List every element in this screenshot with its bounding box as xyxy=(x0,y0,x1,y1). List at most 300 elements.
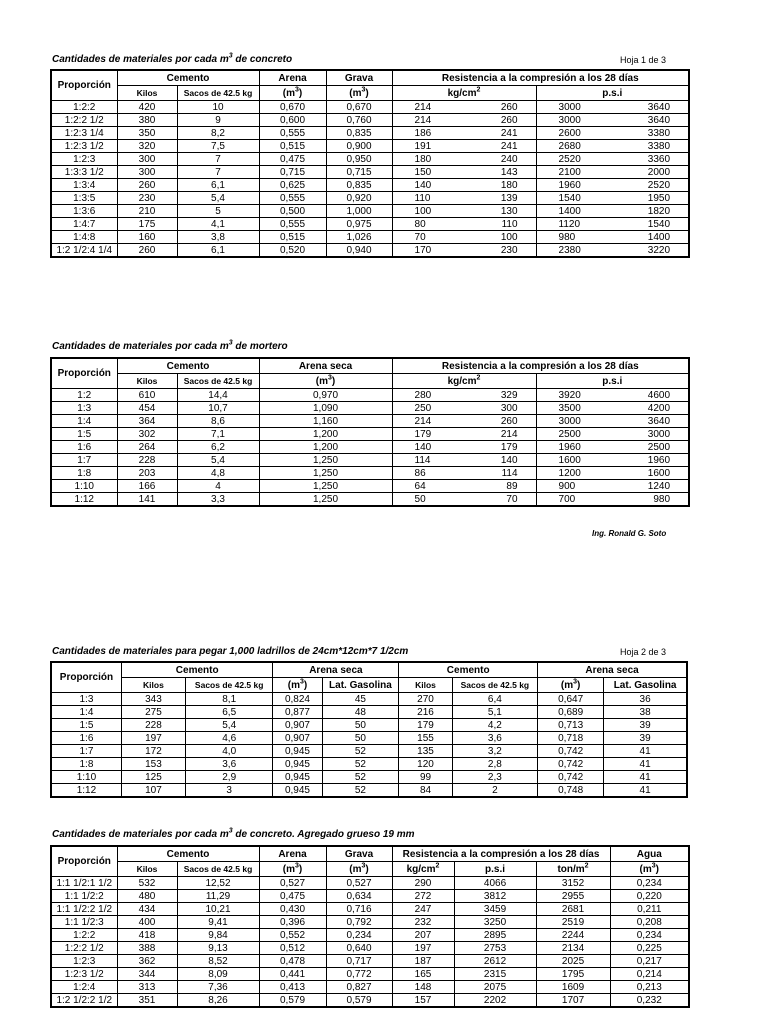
table-cell: 1960 xyxy=(536,179,608,192)
table-cell: 107 xyxy=(121,784,185,798)
table-cell: 230 xyxy=(117,192,177,205)
header-tonm2: ton/$m^2$ xyxy=(536,862,610,877)
table-cell: 0,713 xyxy=(538,719,604,732)
table-cell: 1400 xyxy=(536,205,608,218)
table-cell: 0,527 xyxy=(326,877,392,890)
table-cell: 0,214 xyxy=(610,968,689,981)
cell-proporcion: 1:3:6 xyxy=(51,205,117,218)
cell-proporcion: 1:2 xyxy=(51,389,117,402)
table-cell: 0,634 xyxy=(326,890,392,903)
table-cell: 155 xyxy=(399,732,452,745)
table-cell: 0,772 xyxy=(326,968,392,981)
table-cell: 0,945 xyxy=(273,784,322,798)
table-cell: 0,211 xyxy=(610,903,689,916)
header-cemento-2: Cemento xyxy=(399,662,538,678)
table-cell: 1,250 xyxy=(259,480,392,493)
table-cell: 36 xyxy=(604,693,687,706)
table-cell: 980 xyxy=(536,231,608,244)
table-cell: 270 xyxy=(399,693,452,706)
concrete-19mm-section xyxy=(50,829,688,1024)
table-cell: 2681 xyxy=(536,903,610,916)
table-cell: 302 xyxy=(117,428,177,441)
table-cell: 1,026 xyxy=(326,231,392,244)
table-cell: 41 xyxy=(604,745,687,758)
table-cell: 1,090 xyxy=(259,402,392,415)
header-kilos-2: Kilos xyxy=(399,678,452,693)
table-cell: 0,792 xyxy=(326,916,392,929)
table-cell: 1240 xyxy=(608,480,689,493)
header-arena-unit: $(m^3)$ xyxy=(259,374,392,389)
cell-proporcion: 1:3 xyxy=(51,693,121,706)
table-cell: 165 xyxy=(392,968,454,981)
table-cell: 50 xyxy=(322,719,399,732)
header-m3: $(m^3)$ xyxy=(273,678,322,693)
table-cell: 362 xyxy=(117,955,177,968)
table-cell: 241 xyxy=(464,127,536,140)
table-cell: 3640 xyxy=(608,114,689,127)
table-cell: 0,742 xyxy=(538,771,604,784)
table-cell: 351 xyxy=(117,994,177,1008)
table-cell: 7,5 xyxy=(177,140,259,153)
table-cell: 2,9 xyxy=(185,771,273,784)
table-cell: 0,975 xyxy=(326,218,392,231)
table-cell: 11,29 xyxy=(177,890,259,903)
cell-proporcion: 1:2:2 xyxy=(51,929,117,942)
table-cell: 5,1 xyxy=(452,706,537,719)
header-lat-gasolina: Lat. Gasolina xyxy=(322,678,399,693)
table-cell: 2753 xyxy=(454,942,536,955)
table-cell: 4600 xyxy=(608,389,689,402)
table-cell: 3,6 xyxy=(185,758,273,771)
table-cell: 6,1 xyxy=(177,244,259,258)
header-proporcion: Proporción xyxy=(51,70,117,101)
table-cell: 1120 xyxy=(536,218,608,231)
table-cell: 420 xyxy=(117,101,177,114)
table-cell: 100 xyxy=(464,231,536,244)
table-row xyxy=(51,114,689,127)
table-cell: 52 xyxy=(322,745,399,758)
table-row xyxy=(51,916,689,929)
header-kilos: Kilos xyxy=(117,86,177,101)
table-cell: 260 xyxy=(117,244,177,258)
table-cell: 300 xyxy=(117,153,177,166)
table-cell: 0,555 xyxy=(259,192,326,205)
concrete-19mm-table xyxy=(50,845,690,1008)
header-cemento: Cemento xyxy=(117,846,259,862)
table-cell: 0,877 xyxy=(273,706,322,719)
table-row xyxy=(51,428,689,441)
cell-proporcion: 1:3 xyxy=(51,402,117,415)
table-cell: 2100 xyxy=(536,166,608,179)
table-cell: 0,647 xyxy=(538,693,604,706)
cell-proporcion: 1:2:4 xyxy=(51,981,117,994)
table-cell: 0,217 xyxy=(610,955,689,968)
table-cell: 532 xyxy=(117,877,177,890)
table-cell: 300 xyxy=(464,402,536,415)
table-row xyxy=(51,244,689,258)
table-cell: 980 xyxy=(608,493,689,507)
table-cell: 180 xyxy=(464,179,536,192)
table-cell: 2520 xyxy=(608,179,689,192)
table-cell: 8,2 xyxy=(177,127,259,140)
table-cell: 39 xyxy=(604,719,687,732)
cell-proporcion: 1:4 xyxy=(51,415,117,428)
cell-proporcion: 1:3:4 xyxy=(51,179,117,192)
table-cell: 179 xyxy=(399,719,452,732)
table-cell: 8,1 xyxy=(185,693,273,706)
table-cell: 5,4 xyxy=(177,192,259,205)
table-row xyxy=(51,389,689,402)
table-row xyxy=(51,706,687,719)
table-cell: 1820 xyxy=(608,205,689,218)
header-arena: Arena xyxy=(259,70,326,86)
table-cell: 39 xyxy=(604,732,687,745)
table-cell: 186 xyxy=(392,127,464,140)
signature: Ing. Ronald G. Soto xyxy=(592,529,667,538)
table-cell: 2134 xyxy=(536,942,610,955)
table-row xyxy=(51,981,689,994)
table-row xyxy=(51,179,689,192)
table-cell: 0,742 xyxy=(538,745,604,758)
table-cell: 0,475 xyxy=(259,890,326,903)
table-cell: 1600 xyxy=(536,454,608,467)
table-cell: 4,8 xyxy=(177,467,259,480)
table-cell: 2315 xyxy=(454,968,536,981)
table-cell: 38 xyxy=(604,706,687,719)
page-number: Hoja 2 de 3 xyxy=(620,647,667,657)
table-row xyxy=(51,101,689,114)
table-cell: 0,945 xyxy=(273,771,322,784)
table-cell: 400 xyxy=(117,916,177,929)
header-proporcion: Proporción xyxy=(51,358,117,389)
table-row xyxy=(51,942,689,955)
header-sacos: Sacos de 42.5 kg xyxy=(177,86,259,101)
table-cell: 0,718 xyxy=(538,732,604,745)
table-cell: 9,84 xyxy=(177,929,259,942)
table-row xyxy=(51,968,689,981)
table-cell: 0,950 xyxy=(326,153,392,166)
table-cell: 120 xyxy=(399,758,452,771)
table-cell: 3,6 xyxy=(452,732,537,745)
cell-proporcion: 1:2:3 1/4 xyxy=(51,127,117,140)
table-cell: 214 xyxy=(392,101,464,114)
table-cell: 3459 xyxy=(454,903,536,916)
table-cell: 228 xyxy=(117,454,177,467)
table-cell: 1400 xyxy=(608,231,689,244)
table-cell: 300 xyxy=(117,166,177,179)
cell-proporcion: 1:1 1/2:2 xyxy=(51,890,117,903)
table-cell: 5,4 xyxy=(177,454,259,467)
table-cell: 0,234 xyxy=(610,929,689,942)
table-cell: 179 xyxy=(464,441,536,454)
table-cell: 1,250 xyxy=(259,467,392,480)
table-cell: 418 xyxy=(117,929,177,942)
cell-proporcion: 1:4:7 xyxy=(51,218,117,231)
table-cell: 2612 xyxy=(454,955,536,968)
table-cell: 3500 xyxy=(536,402,608,415)
table-cell: 80 xyxy=(392,218,464,231)
table-cell: 7,1 xyxy=(177,428,259,441)
brick-section xyxy=(50,646,688,816)
header-kilos: Kilos xyxy=(117,862,177,877)
cell-proporcion: 1:2:3 1/2 xyxy=(51,968,117,981)
table-cell: 140 xyxy=(392,179,464,192)
table-cell: 9,13 xyxy=(177,942,259,955)
table-cell: 1795 xyxy=(536,968,610,981)
table-cell: 4,1 xyxy=(177,218,259,231)
table-cell: 170 xyxy=(392,244,464,258)
table-row xyxy=(51,140,689,153)
table-cell: 140 xyxy=(392,441,464,454)
table-cell: 150 xyxy=(392,166,464,179)
table-cell: 0,835 xyxy=(326,127,392,140)
table-row xyxy=(51,231,689,244)
table-cell: 0,689 xyxy=(538,706,604,719)
table-cell: 0,640 xyxy=(326,942,392,955)
table-cell: 290 xyxy=(392,877,454,890)
table-cell: 1,000 xyxy=(326,205,392,218)
table-cell: 0,715 xyxy=(259,166,326,179)
table-cell: 2025 xyxy=(536,955,610,968)
table-cell: 343 xyxy=(121,693,185,706)
table-row xyxy=(51,903,689,916)
table-row xyxy=(51,719,687,732)
table-cell: 48 xyxy=(322,706,399,719)
table-cell: 141 xyxy=(117,493,177,507)
cell-proporcion: 1:5 xyxy=(51,719,121,732)
table-cell: 166 xyxy=(117,480,177,493)
table-cell: 0,234 xyxy=(610,877,689,890)
table-cell: 0,515 xyxy=(259,231,326,244)
table-cell: 179 xyxy=(392,428,464,441)
table-cell: 12,52 xyxy=(177,877,259,890)
table-cell: 1540 xyxy=(536,192,608,205)
table-cell: 197 xyxy=(121,732,185,745)
table-cell: 10,21 xyxy=(177,903,259,916)
header-resistencia: Resistencia a la compresión a los 28 días xyxy=(392,70,689,86)
header-psi: p.s.i xyxy=(536,374,689,389)
table-cell: 0,907 xyxy=(273,719,322,732)
header-arena-seca: Arena seca xyxy=(273,662,399,678)
header-agua-unit: $(m^3)$ xyxy=(610,862,689,877)
table-cell: 454 xyxy=(117,402,177,415)
cell-proporcion: 1:2 1/2:4 1/4 xyxy=(51,244,117,258)
table-cell: 3220 xyxy=(608,244,689,258)
table-cell: 0,715 xyxy=(326,166,392,179)
table-cell: 275 xyxy=(121,706,185,719)
table-cell: 610 xyxy=(117,389,177,402)
concrete-19mm-table-caption: Cantidades de materiales por cada $m^3$ de concreto. Agregado grueso 19 mm xyxy=(52,827,415,840)
table-cell: 2680 xyxy=(536,140,608,153)
header-psi: p.s.i xyxy=(454,862,536,877)
table-cell: 52 xyxy=(322,784,399,798)
table-cell: 3360 xyxy=(608,153,689,166)
header-agua: Agua xyxy=(610,846,689,862)
table-cell: 2895 xyxy=(454,929,536,942)
table-cell: 41 xyxy=(604,771,687,784)
table-cell: 3000 xyxy=(536,415,608,428)
table-cell: 1,250 xyxy=(259,493,392,507)
header-cemento: Cemento xyxy=(121,662,273,678)
table-cell: 260 xyxy=(117,179,177,192)
header-arena-seca: Arena seca xyxy=(259,358,392,374)
table-cell: 3000 xyxy=(608,428,689,441)
table-cell: 114 xyxy=(392,454,464,467)
table-cell: 86 xyxy=(392,467,464,480)
table-cell: 175 xyxy=(117,218,177,231)
header-sacos-2: Sacos de 42.5 kg xyxy=(452,678,537,693)
mortar-table xyxy=(50,357,690,507)
table-cell: 84 xyxy=(399,784,452,798)
table-cell: 0,900 xyxy=(326,140,392,153)
table-cell: 9 xyxy=(177,114,259,127)
table-cell: 10 xyxy=(177,101,259,114)
table-cell: 0,716 xyxy=(326,903,392,916)
table-cell: 230 xyxy=(464,244,536,258)
table-row xyxy=(51,929,689,942)
table-cell: 0,748 xyxy=(538,784,604,798)
header-cemento: Cemento xyxy=(117,70,259,86)
table-cell: 89 xyxy=(464,480,536,493)
table-cell: 0,208 xyxy=(610,916,689,929)
table-cell: 210 xyxy=(117,205,177,218)
table-cell: 0,970 xyxy=(259,389,392,402)
table-cell: 2244 xyxy=(536,929,610,942)
table-cell: 8,26 xyxy=(177,994,259,1008)
header-arena: Arena xyxy=(259,846,326,862)
cell-proporcion: 1:2:3 xyxy=(51,153,117,166)
cell-proporcion: 1:2:2 1/2 xyxy=(51,942,117,955)
table-cell: 0,827 xyxy=(326,981,392,994)
header-lat-gasolina-2: Lat. Gasolina xyxy=(604,678,687,693)
table-cell: 2075 xyxy=(454,981,536,994)
table-cell: 6,1 xyxy=(177,179,259,192)
concrete-table xyxy=(50,69,690,258)
table-cell: 3250 xyxy=(454,916,536,929)
table-cell: 4200 xyxy=(608,402,689,415)
table-cell: 3000 xyxy=(536,101,608,114)
cell-proporcion: 1:7 xyxy=(51,454,117,467)
table-cell: 2519 xyxy=(536,916,610,929)
table-cell: 250 xyxy=(392,402,464,415)
table-cell: 3380 xyxy=(608,127,689,140)
header-sacos: Sacos de 42.5 kg xyxy=(177,374,259,389)
table-cell: 5 xyxy=(177,205,259,218)
table-cell: 280 xyxy=(392,389,464,402)
table-row xyxy=(51,732,687,745)
table-cell: 110 xyxy=(392,192,464,205)
table-row xyxy=(51,693,687,706)
table-cell: 2520 xyxy=(536,153,608,166)
table-cell: 3,3 xyxy=(177,493,259,507)
table-cell: 388 xyxy=(117,942,177,955)
table-cell: 153 xyxy=(121,758,185,771)
table-cell: 203 xyxy=(117,467,177,480)
table-cell: 52 xyxy=(322,758,399,771)
table-row xyxy=(51,745,687,758)
table-cell: 0,920 xyxy=(326,192,392,205)
table-cell: 329 xyxy=(464,389,536,402)
table-cell: 110 xyxy=(464,218,536,231)
table-row xyxy=(51,877,689,890)
table-cell: 0,232 xyxy=(610,994,689,1008)
table-cell: 2600 xyxy=(536,127,608,140)
table-row xyxy=(51,994,689,1008)
cell-proporcion: 1:2:3 xyxy=(51,955,117,968)
table-row xyxy=(51,153,689,166)
table-cell: 8,09 xyxy=(177,968,259,981)
table-row xyxy=(51,758,687,771)
table-cell: 1707 xyxy=(536,994,610,1008)
cell-proporcion: 1:1 1/2:3 xyxy=(51,916,117,929)
header-proporcion: Proporción xyxy=(51,662,121,693)
header-grava: Grava xyxy=(326,70,392,86)
table-cell: 0,475 xyxy=(259,153,326,166)
table-cell: 197 xyxy=(392,942,454,955)
table-cell: 0,670 xyxy=(259,101,326,114)
table-cell: 240 xyxy=(464,153,536,166)
table-cell: 4,2 xyxy=(452,719,537,732)
cell-proporcion: 1:12 xyxy=(51,493,117,507)
mortar-section xyxy=(50,341,688,541)
table-cell: 1,160 xyxy=(259,415,392,428)
header-kgcm2: $kg/cm^2$ xyxy=(392,86,536,101)
table-cell: 0,760 xyxy=(326,114,392,127)
table-cell: 0,413 xyxy=(259,981,326,994)
table-cell: 264 xyxy=(117,441,177,454)
table-row xyxy=(51,192,689,205)
table-cell: 0,500 xyxy=(259,205,326,218)
cell-proporcion: 1:10 xyxy=(51,480,117,493)
table-row xyxy=(51,467,689,480)
cell-proporcion: 1:2:3 1/2 xyxy=(51,140,117,153)
header-psi: p.s.i xyxy=(536,86,689,101)
table-cell: 125 xyxy=(121,771,185,784)
table-cell: 5,4 xyxy=(185,719,273,732)
table-cell: 2500 xyxy=(536,428,608,441)
table-cell: 2955 xyxy=(536,890,610,903)
cell-proporcion: 1:3:3 1/2 xyxy=(51,166,117,179)
table-cell: 135 xyxy=(399,745,452,758)
mortar-table-caption: Cantidades de materiales por cada $m^3$ de mortero xyxy=(52,339,288,352)
table-cell: 380 xyxy=(117,114,177,127)
table-cell: 1200 xyxy=(536,467,608,480)
table-cell: 0,579 xyxy=(259,994,326,1008)
table-cell: 7,36 xyxy=(177,981,259,994)
cell-proporcion: 1:4 xyxy=(51,706,121,719)
table-cell: 0,520 xyxy=(259,244,326,258)
table-cell: 0,945 xyxy=(273,745,322,758)
table-cell: 272 xyxy=(392,890,454,903)
table-cell: 3,8 xyxy=(177,231,259,244)
table-cell: 52 xyxy=(322,771,399,784)
table-cell: 260 xyxy=(464,101,536,114)
cell-proporcion: 1:7 xyxy=(51,745,121,758)
header-sacos: Sacos de 42.5 kg xyxy=(185,678,273,693)
table-cell: 148 xyxy=(392,981,454,994)
table-cell: 100 xyxy=(392,205,464,218)
table-cell: 0,515 xyxy=(259,140,326,153)
table-cell: 99 xyxy=(399,771,452,784)
table-cell: 3812 xyxy=(454,890,536,903)
table-row xyxy=(51,480,689,493)
cell-proporcion: 1:10 xyxy=(51,771,121,784)
table-cell: 434 xyxy=(117,903,177,916)
table-cell: 0,552 xyxy=(259,929,326,942)
table-cell: 2380 xyxy=(536,244,608,258)
table-cell: 9,41 xyxy=(177,916,259,929)
table-cell: 3640 xyxy=(608,415,689,428)
